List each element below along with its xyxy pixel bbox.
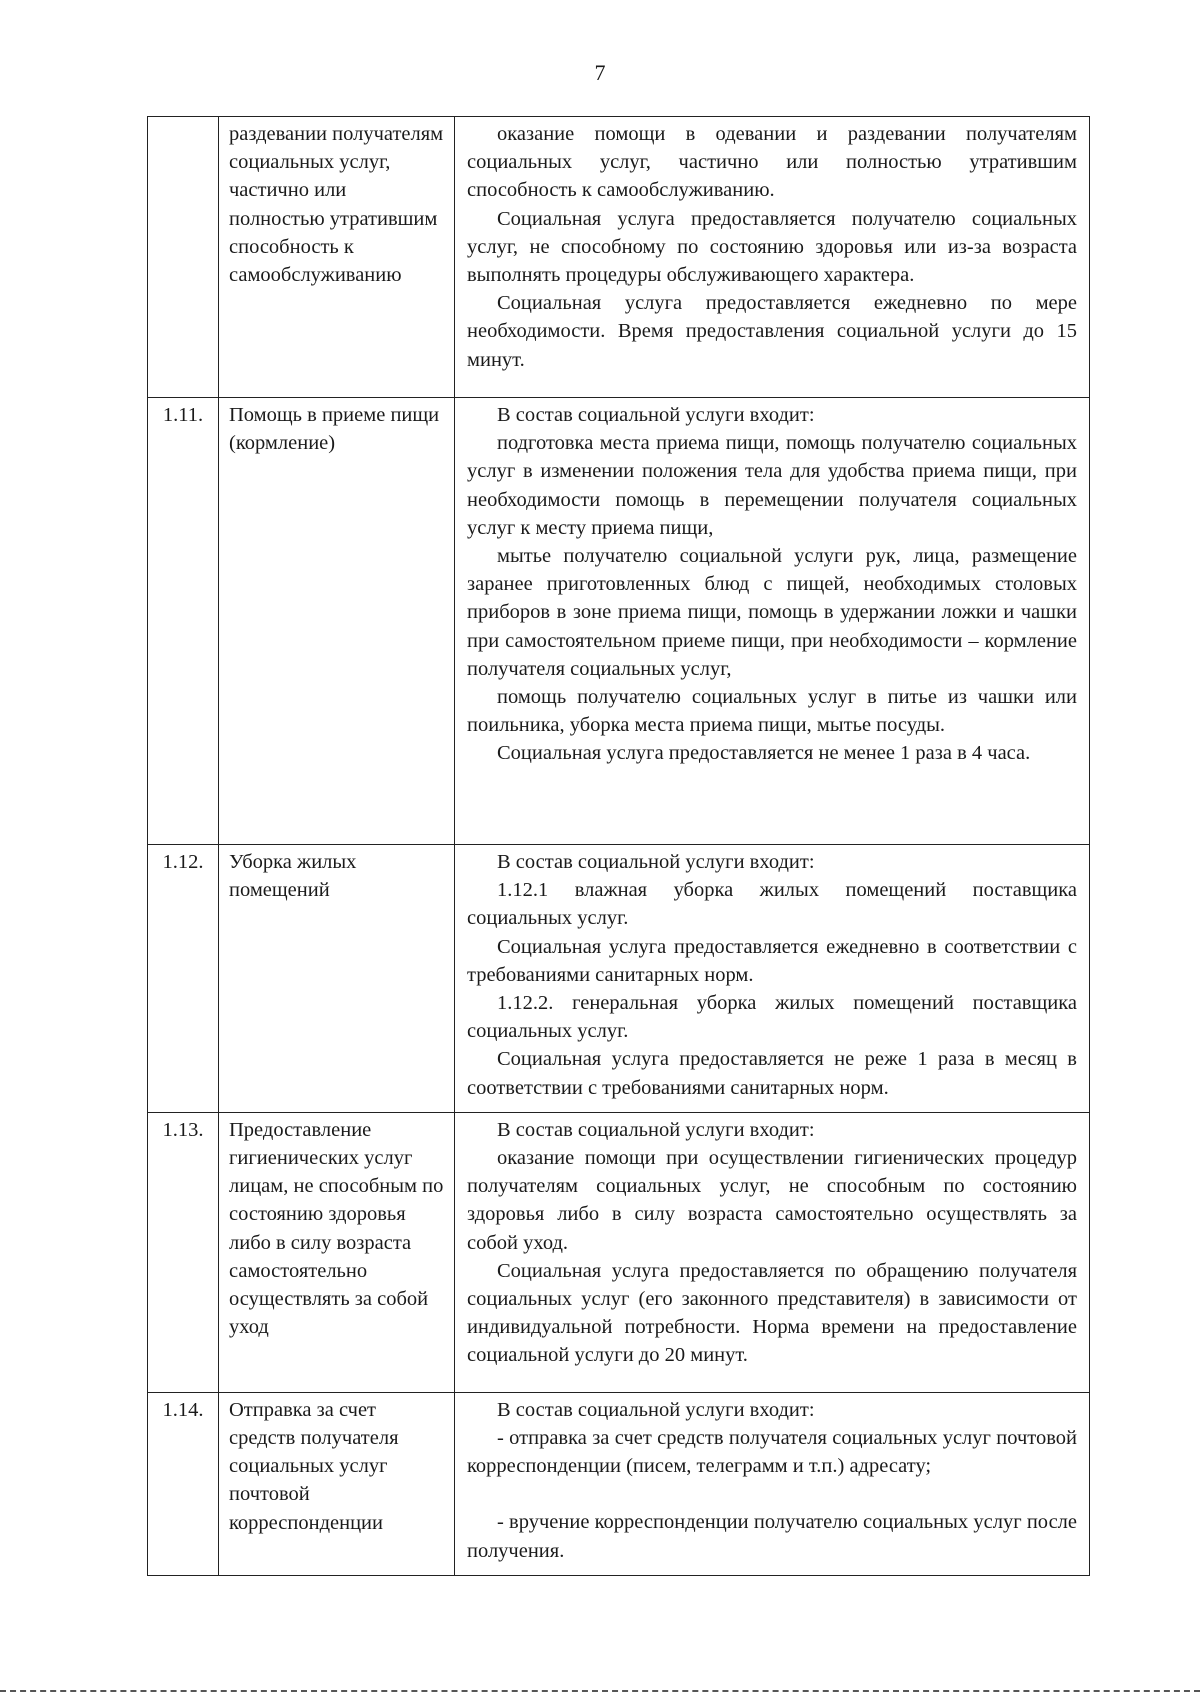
row-number: 1.13. [148,1112,219,1392]
description-paragraph: Социальная услуга предоставляется не менее 1 раза в 4 часа. [497,742,1031,765]
table-row [148,398,1090,845]
row-number: 1.11. [148,398,219,845]
service-description [455,117,1090,398]
services-table [147,116,1090,1576]
description-paragraph: 1.12.1 влажная уборка жилых помещений поставщика социальных услуг. [467,879,1077,930]
description-paragraph: - вручение корреспонденции получателю социальных услуг после получения. [467,1511,1077,1562]
service-name: раздевании получателям социальных услуг, частично или полностью утратившим способность к самообслуживанию [219,117,455,398]
description-paragraph: В состав социальной услуги входит: [497,404,815,426]
description-paragraph: оказание помощи в одевании и раздевании получателям социальных услуг, частично или полностью утратившим способность к самообслуживанию. [467,123,1077,202]
table-row [148,845,1090,1113]
table-row [148,1112,1090,1392]
description-paragraph: В состав социальной услуги входит: [497,1398,815,1421]
service-name: Уборка жилых помещений [219,845,455,1113]
row-number: 1.14. [148,1392,219,1575]
row-number: 1.12. [148,845,219,1113]
service-description [455,845,1090,1113]
scan-edge-line [0,1690,1200,1692]
service-name: Отправка за счет средств получателя социальных услуг почтовой корреспонденции [219,1392,455,1575]
description-paragraph: Социальная услуга предоставляется получателю социальных услуг, не способному по состоянию здоровья или из-за возраста выполнять процедуры обслуживающего характера. [467,207,1077,287]
service-name: Помощь в приеме пищи (кормление) [219,398,455,845]
description-paragraph: В состав социальной услуги входит: [497,1118,815,1141]
description-paragraph: 1.12.2. генеральная уборка жилых помещений поставщика социальных услуг. [467,992,1077,1043]
description-paragraph: мытье получателю социальной услуги рук, лица, размещение заранее приготовленных блюд с пищей, необходимых столовых приборов в зоне приема пищи, помощь в удержании ложки и чашки при самостоятельном приеме пищи, при необходимости – кормление получателя социальных услуг, [467,545,1077,680]
row-number [148,117,219,398]
service-description [455,1112,1090,1392]
description-paragraph: Социальная услуга предоставляется ежедневно в соответствии с требованиями санитарных норм. [467,935,1077,986]
description-paragraph: В состав социальной услуги входит: [497,851,815,873]
description-paragraph: - отправка за счет средств получателя социальных услуг почтовой корреспонденции (писем, телеграмм и т.п.) адресату; [467,1427,1077,1478]
table-row [148,117,1090,398]
service-name: Предоставление гигиенических услуг лицам, не способным по состоянию здоровья либо в силу возраста самостоятельно осуществлять за собой уход [219,1112,455,1392]
description-paragraph: оказание помощи при осуществлении гигиенических процедур получателям социальных услуг, не способным по состоянию здоровья либо в силу возраста самостоятельно осуществлять за собой уход. [467,1147,1077,1254]
description-paragraph: Социальная услуга предоставляется по обращению получателя социальных услуг (его законного представителя) в зависимости от индивидуальной потребности. Норма времени на предоставление социальной услуги до 20 минут. [467,1259,1077,1367]
description-paragraph: Социальная услуга предоставляется ежедневно по мере необходимости. Время предоставления социальной услуги до 15 минут. [467,292,1077,371]
table-row [148,1392,1090,1575]
page-number: 7 [594,60,606,85]
description-paragraph: помощь получателю социальных услуг в питье из чашки или поильника, уборка места приема пищи, мытье посуды. [467,686,1077,737]
description-paragraph: Социальная услуга предоставляется не реже 1 раза в месяц в соответствии с требованиями санитарных норм. [467,1048,1077,1099]
description-paragraph: подготовка места приема пищи, помощь получателю социальных услуг в изменении положения тела для удобства приема пищи, при необходимости помощь в перемещении получателя социальных услуг к месту приема пищи, [467,432,1077,539]
service-description [455,1392,1090,1575]
service-description [455,398,1090,845]
